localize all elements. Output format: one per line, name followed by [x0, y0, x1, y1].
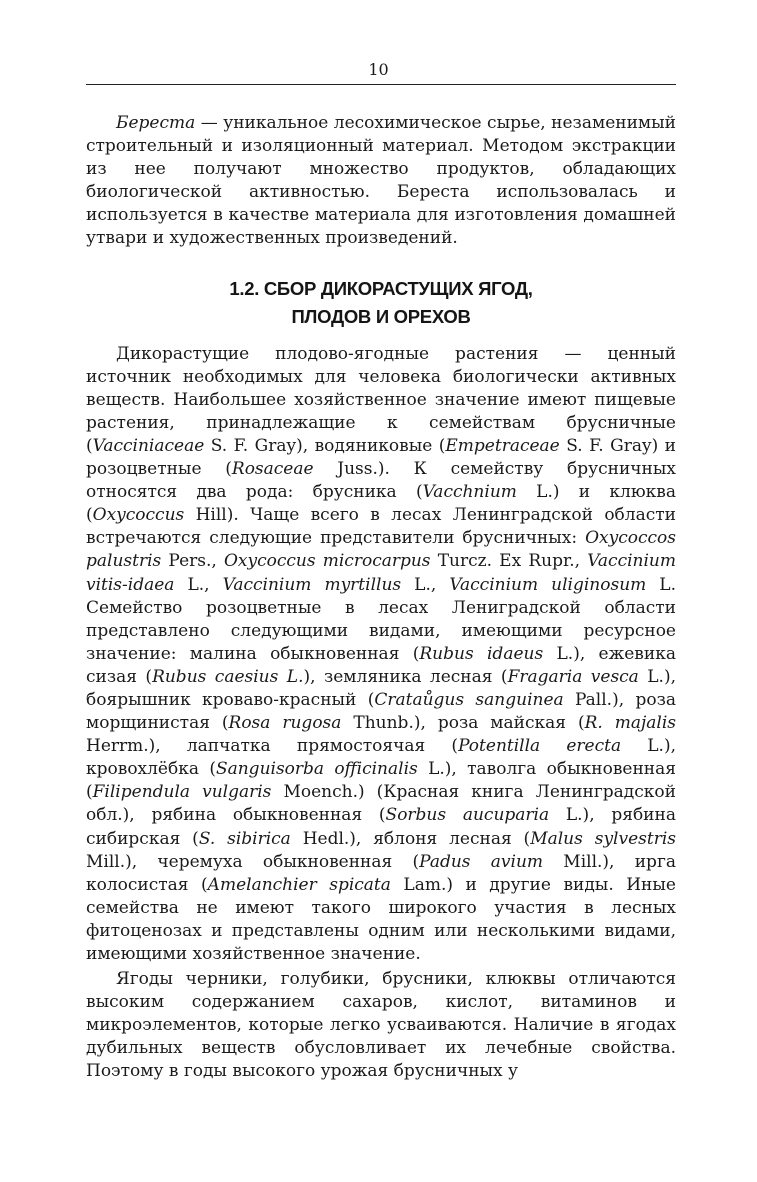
text-run: L.), кровохлёбка (: [86, 736, 677, 780]
text-run: Turcz. Ex Rupr.,: [430, 551, 588, 572]
text-run: S. F. Gray), водяниковые (: [204, 435, 446, 456]
latin-name: Vaccinium uliginosum: [449, 574, 647, 595]
text-run: L.,: [401, 574, 450, 595]
paragraph-birch-bark: [86, 112, 676, 251]
latin-name: Sanguisorba officinalis: [215, 759, 418, 780]
latin-name: Vaccinium vitis-idaea: [86, 551, 676, 595]
paragraph-wild-plants: [86, 343, 676, 967]
text-run: Mill.), ирга колосистая (: [86, 851, 676, 895]
text-run: L.,: [174, 574, 223, 595]
latin-name: Rosaceae: [231, 459, 314, 480]
text-run: ), земляника лесная (: [303, 666, 508, 687]
text-run: Juss.). К семейству брусничных относятся два рода: брусника (: [86, 459, 676, 503]
latin-name: Fragaria vesca: [507, 666, 639, 687]
text-run: Moench.) (Красная книга Ленинградской обл.), рябина обыкновенная (: [86, 782, 676, 826]
latin-name: R. majalis: [584, 713, 676, 734]
text-run: Дикорастущие плодово-ягодные растения — ценный источник необходимых для человека биологически активных веществ. Наибольшее хозяйственное значение имеют пищевые растения, принадлежащие к семействам брусничные (: [86, 343, 676, 456]
page-body: [86, 112, 676, 1084]
latin-name: Oxycoccus microcarpus: [223, 551, 431, 572]
latin-name: Rosa rugosa: [228, 713, 342, 734]
text-run: L.), боярышник кроваво-красный (: [86, 666, 676, 710]
term-birch-bark: Береста: [116, 113, 196, 133]
text-run: Pers.,: [161, 551, 224, 572]
latin-name: Vacciniaceae: [92, 435, 205, 456]
text-run: Lam.) и другие виды. Иные семейства не имеют такого широкого участия в лесных фитоценозах и представлены одним или несколькими видами, имеющими хозяйственное значение.: [86, 874, 676, 964]
text-run: L. Семейство розоцветные в лесах Лениградской области представлено следующими видами, имеющими ресурсное значение: малина обыкновенная (: [86, 574, 677, 664]
paragraph-berries: Ягоды черники, голубики, брусники, клюквы отличаются высоким содержанием сахаров, кислот, витаминов и микроэлементов, которые легко усваиваются. Наличие в ягодах дубильных веществ обусловливает их лечебные свойства. Поэтому в годы высокого урожая брусничных у: [86, 969, 676, 1082]
latin-name: Vaccinium myrtillus: [222, 574, 402, 595]
text-run: Hedl.), яблоня лесная (: [290, 828, 531, 849]
section-heading-line-1: 1.2. СБОР ДИКОРАСТУЩИХ ЯГОД,: [229, 277, 533, 299]
latin-name: Empetraceae: [445, 435, 560, 456]
paragraph-birch-text: — уникальное лесохимическое сырье, незаменимый строительный и изоляционный материал. Методом экстракции из нее получают множество продуктов, обладающих биологической активностью. Береста использовалась и используется в качестве материала для изготовления домашней утвари и художественных произведений.: [86, 113, 676, 249]
latin-name: Sorbus aucuparia: [385, 805, 550, 826]
latin-name: Potentilla erecta: [458, 736, 622, 757]
latin-name: Vacchnium: [422, 482, 517, 503]
text-run: L.), рябина сибирская (: [86, 805, 676, 849]
latin-name: S. sibirica: [198, 828, 291, 849]
latin-name: Rubus idaeus: [419, 643, 544, 664]
text-run: S. F. Gray) и розоцветные (: [86, 435, 676, 480]
text-run: L.), ежевика сизая (: [86, 643, 676, 687]
latin-name: Malus sylvestris: [530, 828, 676, 849]
page-number: 10: [368, 60, 389, 79]
text-run: Thunb.), роза майская (: [341, 713, 585, 734]
text-run: Mill.), черемуха обыкновенная (: [86, 851, 420, 872]
section-heading: [86, 275, 676, 331]
header-rule: [86, 84, 676, 85]
latin-name: Oxycoccus: [92, 505, 185, 526]
text-run: Pall.), роза морщинистая (: [86, 689, 676, 734]
latin-name: Filipendula vulgaris: [92, 782, 272, 803]
latin-name: Oxycoccos palustris: [86, 528, 676, 572]
latin-name: Rubus caesius L.: [152, 666, 304, 687]
text-run: L.), таволга обыкновенная (: [86, 759, 676, 803]
latin-name: Padus avium: [419, 851, 544, 872]
text-run: L.) и клюква (: [86, 482, 676, 526]
section-heading-line-2: ПЛОДОВ И ОРЕХОВ: [291, 305, 471, 327]
latin-name: Cratаůgus sanguinea: [374, 689, 564, 710]
text-run: Hill). Чаще всего в лесах Ленинградской области встречаются следующие представители брусничных:: [86, 505, 676, 549]
latin-name: Amelanchier spicata: [207, 874, 391, 895]
text-run: Herrm.), лапчатка прямостоячая (: [86, 736, 459, 757]
